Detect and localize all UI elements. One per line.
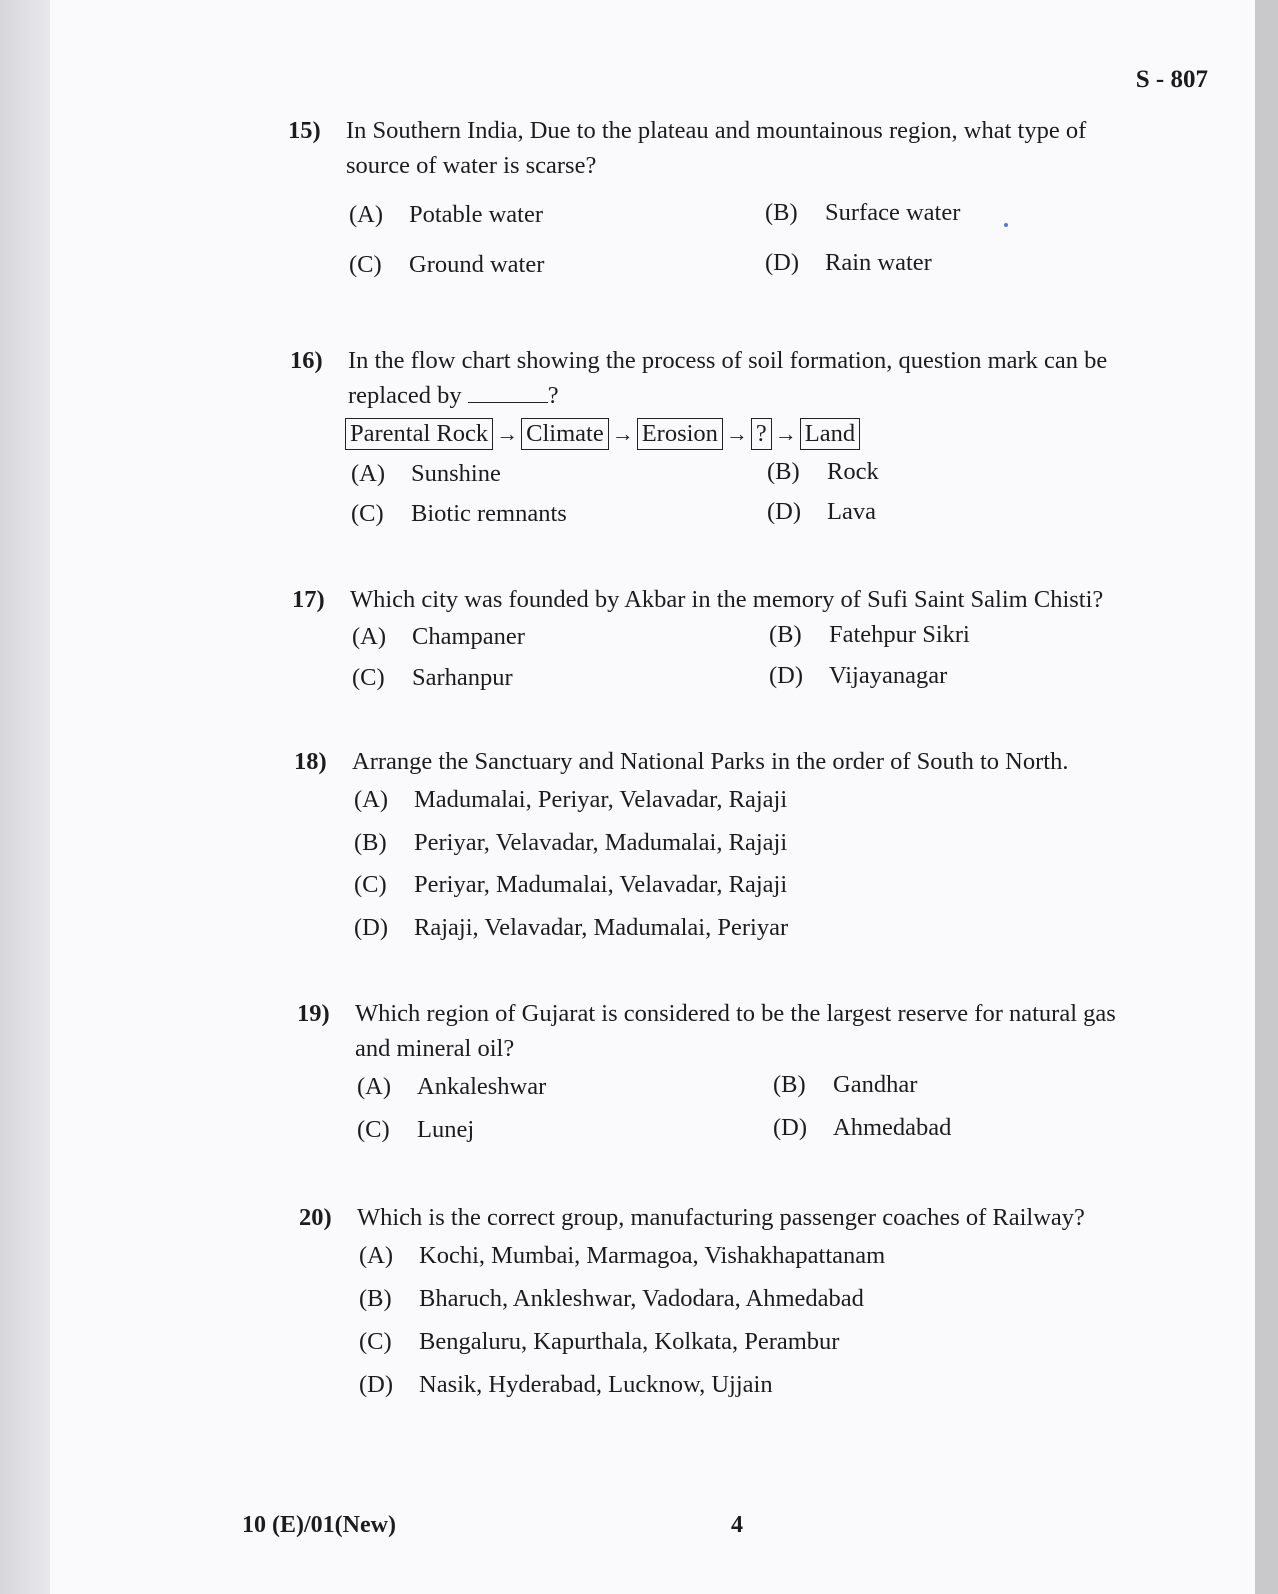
question-number: 20) bbox=[299, 1204, 332, 1231]
flow-box-erosion: Erosion bbox=[637, 418, 723, 450]
option-20b: (B) Bharuch, Ankleshwar, Vadodara, Ahmedabad bbox=[359, 1285, 864, 1312]
option-17b: (B) Fatehpur Sikri bbox=[769, 621, 970, 648]
option-18b: (B) Periyar, Velavadar, Madumalai, Rajaji bbox=[354, 829, 788, 856]
question-number: 15) bbox=[288, 117, 321, 144]
option-16a: (A) Sunshine bbox=[351, 460, 501, 487]
question-16 bbox=[290, 343, 1150, 413]
question-number: 16) bbox=[290, 347, 323, 374]
question-number: 18) bbox=[294, 748, 327, 775]
option-19b: (B) Gandhar bbox=[773, 1071, 918, 1098]
option-15a: (A) Potable water bbox=[349, 201, 544, 228]
option-20d: (D) Nasik, Hyderabad, Lucknow, Ujjain bbox=[359, 1371, 773, 1398]
page-number: 4 bbox=[731, 1512, 743, 1538]
option-17c: (C) Sarhanpur bbox=[352, 664, 513, 691]
question-17 bbox=[292, 582, 1172, 617]
option-16c: (C) Biotic remnants bbox=[351, 500, 567, 527]
flow-box-land: Land bbox=[800, 418, 860, 450]
right-arrow-icon: → bbox=[611, 421, 634, 446]
footer-paper-code: 10 (E)/01(New) bbox=[242, 1512, 396, 1538]
question-text: Arrange the Sanctuary and National Parks in the order of South to North. bbox=[352, 748, 1069, 775]
question-18 bbox=[294, 744, 1174, 779]
right-arrow-icon: → bbox=[496, 421, 519, 446]
flow-box-climate: Climate bbox=[521, 418, 609, 450]
option-18a: (A) Madumalai, Periyar, Velavadar, Rajaji bbox=[354, 786, 788, 813]
flow-box-parental-rock: Parental Rock bbox=[345, 418, 493, 450]
question-20 bbox=[299, 1200, 1179, 1235]
question-text: Which region of Gujarat is considered to be the largest reserve for natural gas and mineral oil? bbox=[355, 1000, 1116, 1062]
answer-blank bbox=[468, 380, 548, 403]
option-19d: (D) Ahmedabad bbox=[773, 1114, 952, 1141]
question-number: 17) bbox=[292, 586, 325, 613]
soil-formation-flowchart bbox=[345, 418, 860, 450]
question-text: Which city was founded by Akbar in the memory of Sufi Saint Salim Chisti? bbox=[350, 586, 1104, 613]
option-16d: (D) Lava bbox=[767, 498, 876, 525]
question-15 bbox=[288, 113, 1148, 183]
right-arrow-icon: → bbox=[725, 421, 748, 446]
question-number: 19) bbox=[297, 1000, 330, 1027]
option-18c: (C) Periyar, Madumalai, Velavadar, Rajaji bbox=[354, 871, 788, 898]
option-20a: (A) Kochi, Mumbai, Marmagoa, Vishakhapattanam bbox=[359, 1242, 886, 1269]
option-17d: (D) Vijayanagar bbox=[769, 662, 948, 689]
option-16b: (B) Rock bbox=[767, 458, 879, 485]
option-17a: (A) Champaner bbox=[352, 623, 525, 650]
option-20c: (C) Bengaluru, Kapurthala, Kolkata, Perambur bbox=[359, 1328, 840, 1355]
question-text: In Southern India, Due to the plateau and mountainous region, what type of source of water is scarse? bbox=[346, 117, 1087, 179]
option-15d: (D) Rain water bbox=[765, 249, 932, 276]
right-arrow-icon: → bbox=[774, 421, 797, 446]
question-text: In the flow chart showing the process of soil formation, question mark can be replaced by ? bbox=[348, 347, 1108, 409]
flow-box-unknown: ? bbox=[751, 418, 772, 450]
option-15b: (B) Surface water bbox=[765, 199, 961, 226]
question-19 bbox=[297, 996, 1157, 1066]
paper-code-header: S - 807 bbox=[1135, 66, 1208, 93]
ink-dot bbox=[1004, 223, 1008, 227]
option-18d: (D) Rajaji, Velavadar, Madumalai, Periyar bbox=[354, 914, 789, 941]
question-text: Which is the correct group, manufacturing passenger coaches of Railway? bbox=[357, 1204, 1085, 1231]
option-19a: (A) Ankaleshwar bbox=[357, 1073, 547, 1100]
option-19c: (C) Lunej bbox=[357, 1116, 475, 1143]
option-15c: (C) Ground water bbox=[349, 251, 545, 278]
